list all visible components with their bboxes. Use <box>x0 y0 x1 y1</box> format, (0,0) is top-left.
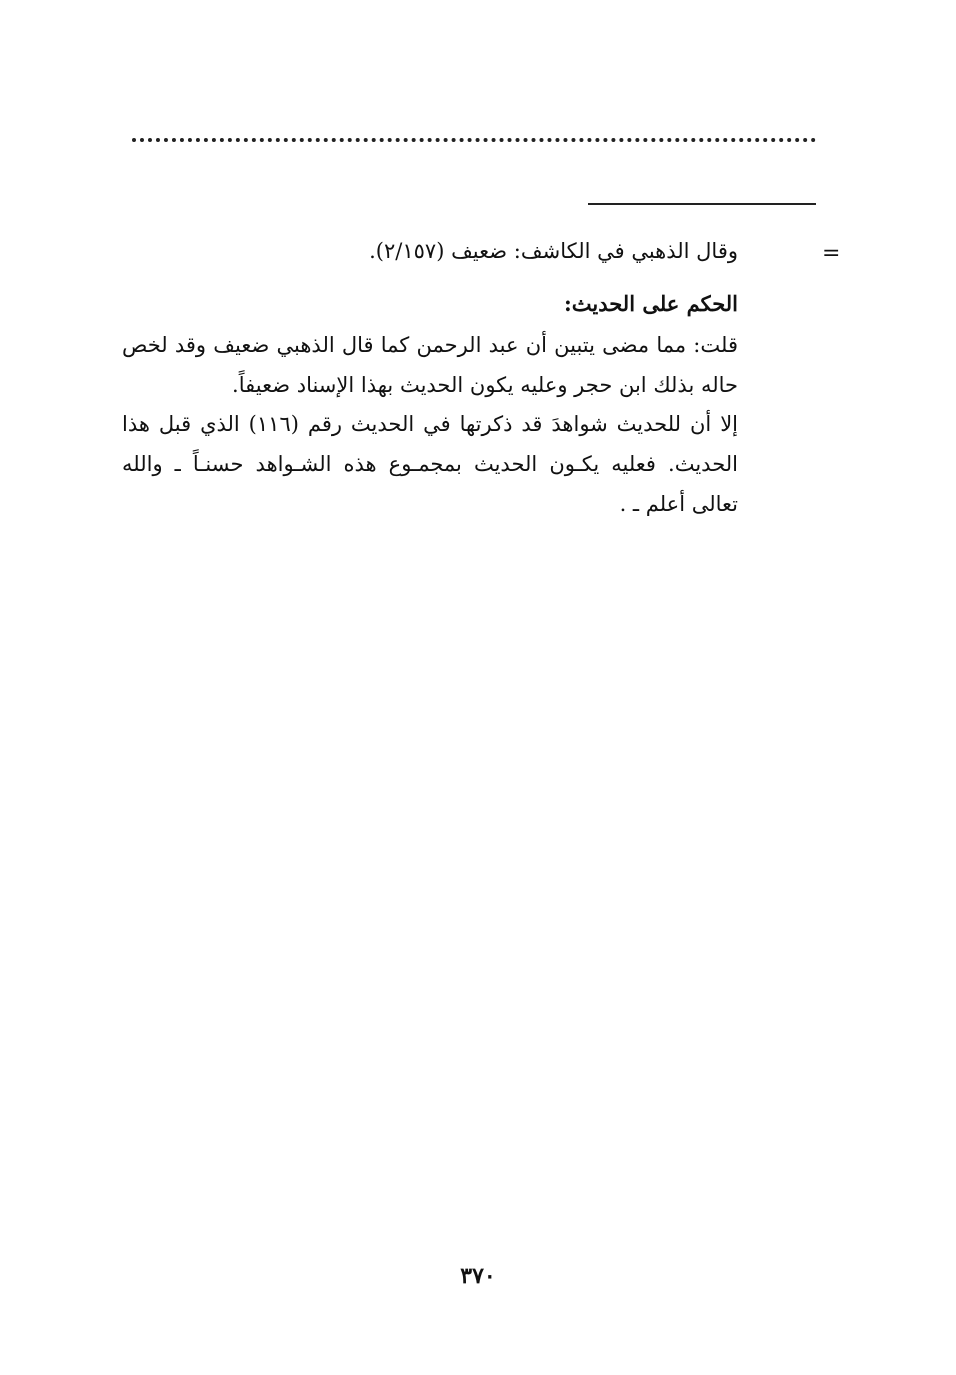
ruling-heading: الحكم على الحديث: <box>564 291 738 316</box>
paragraph-2-line-2: الحديث. فعليه يكـون الحديث بمجمـوع هذه الشـواهد حسنـاً ـ والله <box>122 452 738 476</box>
footnote-rule <box>588 203 816 205</box>
paragraph-2-line-3: تعالى أعلم ـ . <box>619 492 738 516</box>
page-number: ٣٧٠ <box>460 1263 496 1289</box>
dotted-separator <box>132 138 816 142</box>
paragraph-2-line-1: إلا أن للحديث شواهدَ قد ذكرتها في الحديث رقم (١١٦) الذي قبل هذا <box>122 412 738 436</box>
paragraph-1-line-1: قلت: مما مضى يتبين أن عبد الرحمن كما قال الذهبي ضعيف وقد لخص <box>122 333 738 357</box>
continuation-mark: = <box>822 241 841 266</box>
paragraph-1-line-2: حاله بذلك ابن حجر وعليه يكون الحديث بهذا الإسناد ضعيفاً. <box>232 373 738 397</box>
footnote-line-dhahabi: وقال الذهبي في الكاشف: ضعيف (٢/١٥٧). <box>369 239 738 263</box>
